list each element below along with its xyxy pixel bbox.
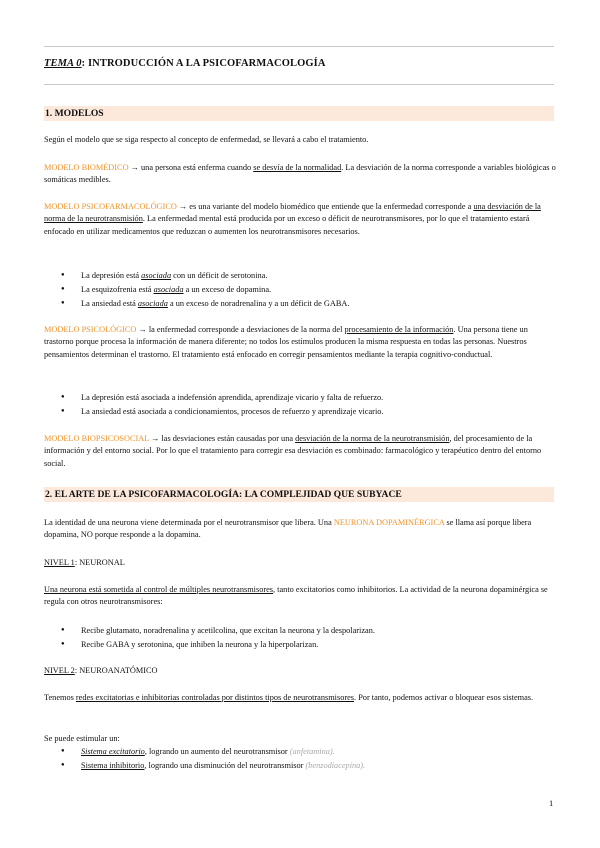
section-heading-arte: 2. EL ARTE DE LA PSICOFARMACOLOGÍA: LA COMPLEJIDAD QUE SUBYACE bbox=[44, 487, 554, 502]
modelo-biomedico-label: MODELO BIOMÉDICO bbox=[44, 163, 129, 172]
page-title: TEMA 0: INTRODUCCIÓN A LA PSICOFARMACOLOGÍA bbox=[44, 58, 326, 69]
stimulate-intro: Se puede estimular un: bbox=[44, 734, 120, 743]
list-item: ● Recibe glutamato, noradrenalina y acetilcolina, que excitan la neurona y la despolarizan. bbox=[44, 624, 544, 638]
neurona-identity-paragraph: La identidad de una neurona viene determinada por el neurotransmisor que libera. Una NEURONA DOPAMINÉRGICA se llama así porque libera dopamina, NO porque responde a la dopamina. bbox=[44, 518, 532, 540]
top-divider bbox=[44, 46, 554, 47]
page-number: 1 bbox=[549, 798, 554, 808]
intro-paragraph: Según el modelo que se siga respecto al concepto de enfermedad, se llevará a cabo el tratamiento. bbox=[44, 135, 369, 144]
neurona-dopaminergica-label: NEURONA DOPAMINÉRGICA bbox=[333, 518, 445, 527]
nivel-2-heading: NIVEL 2: NEUROANATÓMICO bbox=[44, 666, 158, 675]
section-heading-modelos: 1. MODELOS bbox=[44, 106, 554, 121]
title-divider bbox=[44, 84, 554, 85]
nivel-2-bullets bbox=[44, 745, 544, 773]
psicologico-bullets bbox=[44, 391, 544, 419]
list-item: ● Sistema inhibitorio, logrando una disminución del neurotransmisor (benzodiacepina). bbox=[44, 759, 544, 773]
list-item: ● La depresión está asociada a indefensión aprendida, aprendizaje vicario y falta de refuerzo. bbox=[44, 391, 544, 405]
modelo-biomedico-paragraph: MODELO BIOMÉDICO → una persona está enferma cuando se desvía de la normalidad. La desviación de la norma corresponde a variables biológicas o somáticas medibles. bbox=[44, 163, 556, 185]
modelo-biopsicosocial-paragraph: MODELO BIOPSICOSOCIAL → las desviaciones están causadas por una desviación de la norma de la neurotransmisión, del procesamiento de la información y del entorno social. Por lo que el tratamiento para corregir esa desviación es combinado: farmacológico y terapéutico dentro del entorno social. bbox=[44, 434, 542, 468]
list-item: ● Sistema excitatorio, logrando un aumento del neurotransmisor (anfetamina). bbox=[44, 745, 544, 759]
list-item: ● Recibe GABA y serotonina, que inhiben la neurona y la hiperpolarizan. bbox=[44, 638, 544, 652]
nivel-1-heading: NIVEL 1: NEURONAL bbox=[44, 558, 125, 567]
nivel-1-paragraph: Una neurona está sometida al control de múltiples neurotransmisores, tanto excitatorios como inhibitorios. La actividad de la neurona dopaminérgica se regula con otros neurotransmisores: bbox=[44, 585, 548, 607]
list-item: ● La depresión está asociada con un déficit de serotonina. bbox=[44, 269, 544, 283]
list-item: ● La ansiedad está asociada a un exceso de noradrenalina y a un déficit de GABA. bbox=[44, 297, 544, 311]
modelo-biopsicosocial-label: MODELO BIOPSICOSOCIAL bbox=[44, 434, 150, 443]
nivel-1-bullets bbox=[44, 624, 544, 652]
modelo-psicofarmacologico-label: MODELO PSICOFARMACOLÓGICO bbox=[44, 202, 177, 211]
list-item: ● La ansiedad está asociada a condicionamientos, procesos de refuerzo y aprendizaje vicario. bbox=[44, 405, 544, 419]
modelo-psicofarmacologico-paragraph: MODELO PSICOFARMACOLÓGICO → es una variante del modelo biomédico que entiende que la enfermedad corresponde a una desviación de la norma de la neurotransmisión. La enfermedad mental está producida por un exceso o déficit de neurotransmisores, por lo que el tratamiento estará enfocado en utilizar medicamentos que reduzcan o aumenten los neurotransmisores necesarios. bbox=[44, 202, 541, 236]
nivel-2-paragraph: Tenemos redes excitatorias e inhibitorias controladas por distintos tipos de neurotransmisores. Por tanto, podemos activar o bloquear esos sistemas. bbox=[44, 693, 534, 702]
modelo-psicologico-label: MODELO PSICOLÓGICO bbox=[44, 325, 137, 334]
psicofarmacologico-bullets bbox=[44, 269, 544, 310]
list-item: ● La esquizofrenia está asociada a un exceso de dopamina. bbox=[44, 283, 544, 297]
modelo-psicologico-paragraph: MODELO PSICOLÓGICO → la enfermedad corresponde a desviaciones de la norma del procesamiento de la información. Una persona tiene un trastorno porque procesa la información de manera diferente; no todos los estímulos producen la misma respuesta en todas las personas. Nuestros pensamientos determinan el trastorno. El tratamiento está enfocado en corregir pensamientos mediante la terapia cognitivo-conductual. bbox=[44, 325, 528, 359]
